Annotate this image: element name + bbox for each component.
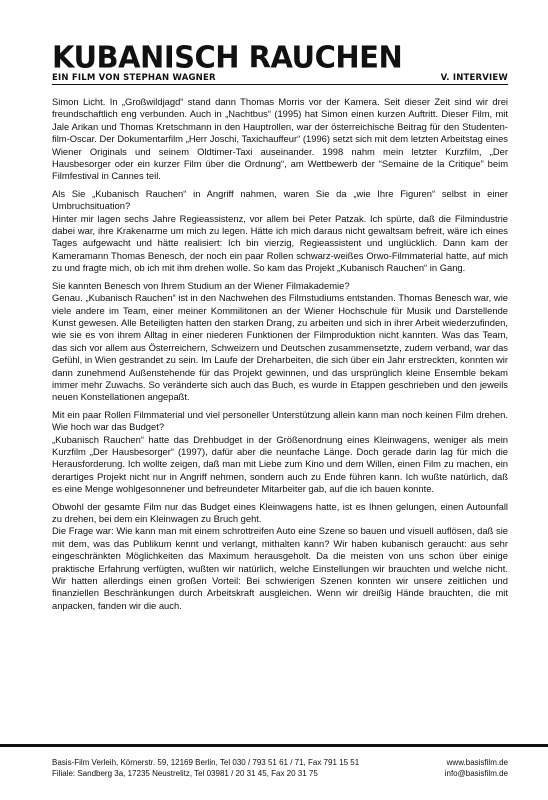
intro-paragraph: Simon Licht. In „Großwildjagd“ stand dann Thomas Morris vor der Kamera. Seit dieser Zeit sind wir drei freundschaftlich eng verbunden. Auch in „Nachtbus“ (1995) hat Simon einen kurzen Auftritt. Dieser Film, mit Jale Arikan und Thomas Kretschmann in den Hauptrollen, war der österreichische Beitrag für den Studenten-film-Oscar. Der Dokumentarfilm „Herr Joschi, Taxichauffeur“ (1996) setzt sich mit dem letzten Arbeitstag eines Wiener Originals und seinem Oldtimer-Taxi auseinander. 1998 nahm mein letzter Kurzfilm, „Der Hausbesorger oder ein kurzer Film über die Ordnung“, am Wettbewerb der “Semaine de la Critique” beim Filmfestival in Cannes teil. [52, 96, 508, 182]
question-4: Obwohl der gesamte Film nur das Budget eines Kleinwagens hatte, ist es Ihnen gelungen, einen Autounfall zu drehen, bei dem ein Kleinwagen zu Bruch geht. [52, 500, 508, 524]
footer-branch-address: Filiale: Sandberg 3a, 17235 Neustrelitz, Tel 03981 / 20 31 45, Fax 20 31 75 [52, 769, 318, 778]
question-3: Mit ein paar Rollen Filmmaterial und viel personeller Unterstützung allein kann man noch keinen Film drehen. Wie hoch war das Budget? [52, 408, 508, 433]
answer-1: Hinter mir lagen sechs Jahre Regieassistenz, vor allem bei Peter Patzak. Ich spürte, daß die Filmindustrie dabei war, ihre Krakenarme um mich zu legen. Hätte ich mich daraus nicht gewaltsam befreit, wäre ich eines Tages aufgewacht und hätte realisiert: Ich bin vierzig, Regieassistent und unglücklich. Dann kam der Kameramann Thomas Benesch, der noch ein paar Rollen schwarz-weißes Orwo-Filmmaterial hatte, auf mich zu und fragte mich, ob ich mit ihm drehen wolle. So kam das Projekt „Kubanisch Rauchen“ in Gang. [52, 212, 508, 274]
question-2: Sie kannten Benesch von Ihrem Studium an der Wiener Filmakademie? [52, 279, 350, 291]
answer-4: Die Frage war: Wie kann man mit einem schrottreifen Auto eine Szene so bauen und visuell auflösen, daß sie mit dem, was das Publikum kennt und verlangt, mithalten kann? Wir haben kubanisch geraucht: aus sehr eingeschränkten Möglichkeiten das Maximum herausgeholt. Da die meisten von uns schon über einige praktische Erfahrung verfügten, wußten wir natürlich, welche Einstellungen wir brauchten und welche nicht. Wir hatten allerdings einen großen Vorteil: Bei schwierigen Szenen konnten wir unsere zeitlichen und finanziellen Beschränkungen durch Arbeitskraft ausgleichen. Wenn wir dreißig Hände brauchten, die mit anpacken, fanden wir die auch. [52, 525, 508, 611]
footer-row-1 [52, 758, 508, 768]
section-label: V. INTERVIEW [440, 73, 508, 83]
film-credit: EIN FILM VON STEPHAN WAGNER [52, 73, 216, 83]
footer-email[interactable]: info@basisfilm.de [444, 769, 508, 778]
page-header [52, 40, 508, 85]
header-subrow [52, 73, 508, 85]
page-footer [0, 744, 548, 800]
footer-website[interactable]: www.basisfilm.de [446, 758, 508, 767]
interview-body [52, 96, 508, 617]
answer-2: Genau. „Kubanisch Rauchen“ ist in den Nachwehen des Filmstudiums entstanden. Thomas Benesch war, wie viele andere im Team, einer meiner Kommilitonen an der Wiener Hochschule für Musik und Darstellende Kunst gewesen. Alle Beteiligten hatten den starken Drang, zu arbeiten und sich in ihrer Arbeit wiederzufinden, wie sie es von ihrem Alltag in einer niederen Funktionen der Filmproduktion nicht kannten. Was das Team, das sich vor allem aus Österreichern, Schweizern und Deutschen zusammensetzte, zudem verband, war das Gefühl, in Wien gestrandet zu sein. Im Laufe der Dreharbeiten, die sich über ein Jahr erstreckten, konnten wir dann zunehmend Außenstehende für das Projekt gewinnen, und das ursprünglich kleine Ensemble bekam immer mehr Zuwachs. So veränderte sich auch das Buch, es wurde in Etappen geschrieben und den jeweils neuen Konstellationen angepaßt. [52, 292, 508, 403]
question-1: Als Sie „Kubanisch Rauchen“ in Angriff nahmen, waren Sie da „wie Ihre Figuren“ selbst in einer Umbruchsituation? [52, 187, 508, 212]
footer-row-2 [52, 769, 508, 779]
answer-3: „Kubanisch Rauchen“ hatte das Drehbudget in der Größenordnung eines Kleinwagens, weniger als mein Kurzfilm „Der Hausbesorger“ (1997), dafür aber die neunfache Länge. Doch gerade darin lag für mich die Herausforderung. Ich wollte zeigen, daß man mit Liebe zum Kino und dem Willen, einen Film zu machen, ein derartiges Projekt nicht nur in Angriff nehmen, sondern auch zu Ende führen kann. Ich wußte natürlich, daß es eine Menge wohlgesonnener und befreundeter Mitarbeiter gab, auf die ich bauen konnte. [52, 433, 508, 495]
footer-address: Basis-Film Verleih, Körnerstr. 59, 12169 Berlin, Tel 030 / 793 51 61 / 71, Fax 791 15 51 [52, 758, 360, 767]
page-title: KUBANISCH RAUCHEN [52, 38, 403, 75]
